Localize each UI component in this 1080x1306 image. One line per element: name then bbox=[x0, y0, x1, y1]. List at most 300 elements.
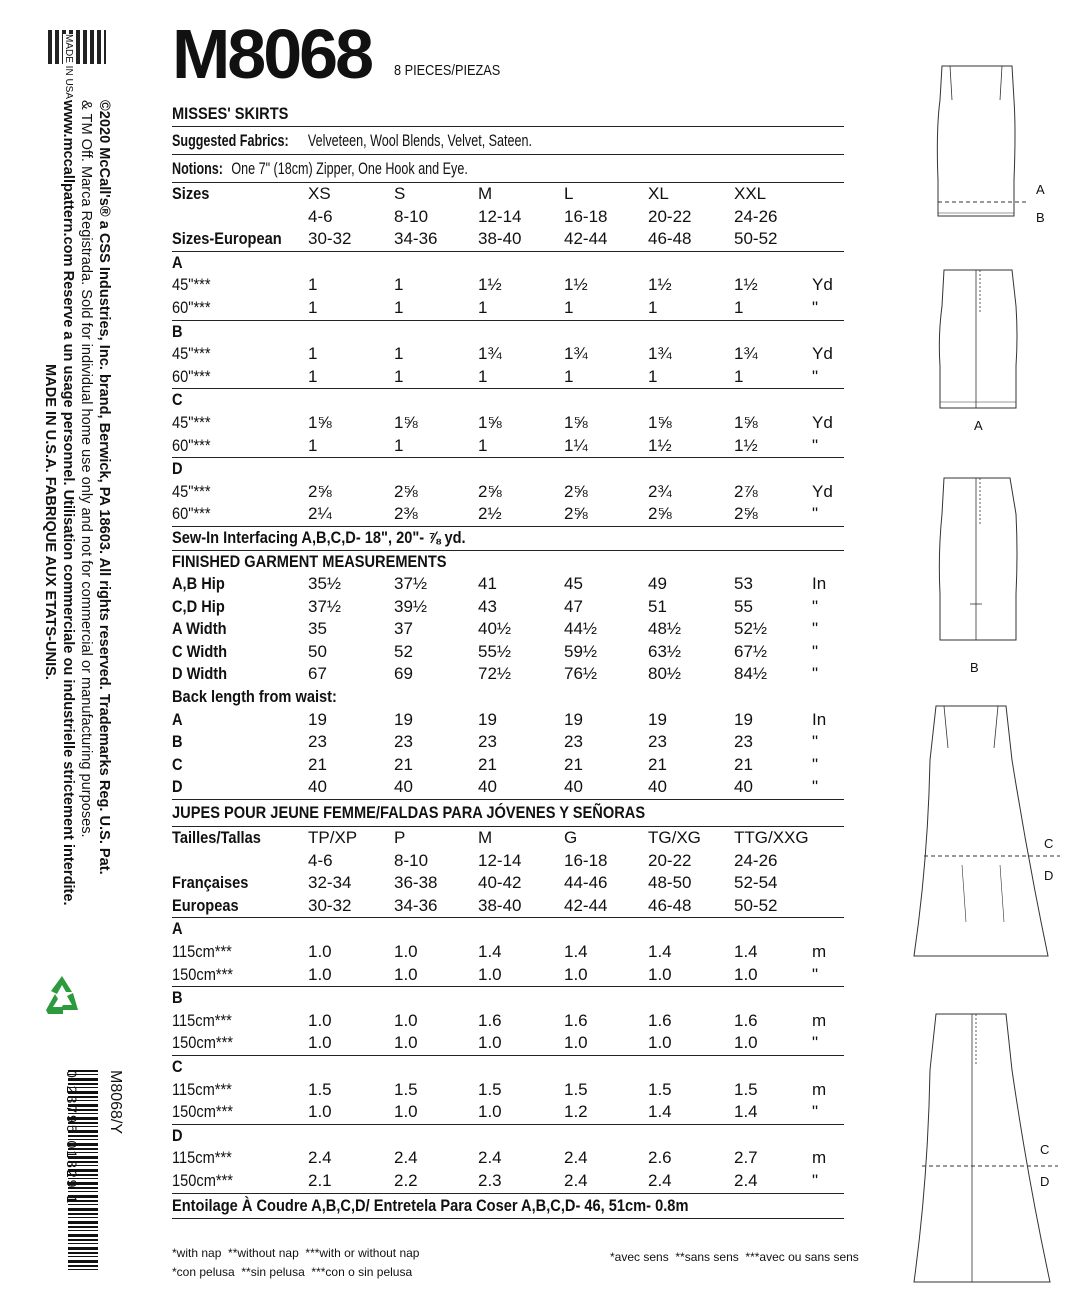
table-cell: 1.4 bbox=[648, 942, 672, 961]
table-cell: 44½ bbox=[564, 619, 598, 639]
table-cell: 52-54 bbox=[734, 873, 778, 893]
fabrics-row bbox=[172, 127, 844, 155]
inline-label: Notions: bbox=[172, 159, 223, 178]
table-cell: 1.6 bbox=[478, 1010, 502, 1030]
label-text: C bbox=[172, 754, 183, 774]
table-cell: 1.6 bbox=[648, 1010, 672, 1030]
row-label bbox=[172, 709, 184, 732]
row-label bbox=[172, 641, 236, 664]
table-cell: 80½ bbox=[648, 664, 682, 684]
recycle-icon bbox=[38, 972, 86, 1020]
label-text: C bbox=[172, 1056, 183, 1076]
size-nums-row bbox=[172, 206, 844, 229]
unit-cell: Yd bbox=[812, 344, 833, 364]
view-heading-row bbox=[172, 321, 844, 344]
view-label-d-bottom: D bbox=[1040, 1174, 1050, 1189]
row-label bbox=[172, 458, 184, 481]
table-cell: 1.2 bbox=[564, 1102, 588, 1122]
view-c-d-front-drawing bbox=[908, 700, 1068, 970]
table-cell: 1.5 bbox=[394, 1079, 418, 1099]
unit-cell: Yd bbox=[812, 275, 833, 295]
table-cell: 1⅝ bbox=[734, 412, 758, 432]
label-text: 60"*** bbox=[172, 504, 211, 524]
yardage-row bbox=[172, 366, 844, 390]
table-cell: 38-40 bbox=[478, 229, 522, 249]
table-cell: 1½ bbox=[734, 435, 758, 455]
table-cell: TG/XG bbox=[648, 828, 701, 848]
inline-value: One 7" (18cm) Zipper, One Hook and Eye. bbox=[231, 159, 468, 178]
table-cell: 1 bbox=[394, 275, 404, 295]
yardage-row bbox=[172, 343, 844, 366]
table-cell: 72½ bbox=[478, 664, 512, 684]
table-cell: 21 bbox=[478, 754, 497, 774]
table-cell: 37 bbox=[394, 619, 413, 639]
metric-row bbox=[172, 1010, 844, 1033]
table-cell: 1.4 bbox=[734, 942, 758, 961]
made-in-usa-label: MADE IN USA bbox=[63, 34, 74, 100]
title-fr-es-row bbox=[172, 800, 844, 827]
table-cell: 2¼ bbox=[308, 504, 332, 524]
table-cell: 1 bbox=[308, 297, 318, 317]
sizes-row bbox=[172, 183, 844, 206]
metric-row bbox=[172, 1170, 844, 1194]
unit-cell: " bbox=[812, 504, 819, 524]
row-label bbox=[172, 987, 184, 1010]
footnote-es: *con pelusa **sin pelusa ***con o sin pelusa bbox=[172, 1265, 413, 1279]
label-text: D Width bbox=[172, 664, 228, 684]
table-cell: 1 bbox=[564, 297, 574, 317]
table-cell: 30-32 bbox=[308, 895, 352, 915]
back-length-heading-row bbox=[172, 686, 844, 709]
table-cell: 8-10 bbox=[394, 206, 429, 226]
back-length-row bbox=[172, 754, 844, 777]
inline-wrap bbox=[172, 155, 506, 182]
table-cell: 53 bbox=[734, 574, 753, 594]
row-label bbox=[172, 827, 275, 850]
table-cell: 2⅝ bbox=[478, 481, 502, 501]
row-label bbox=[172, 754, 184, 777]
view-label-c-top: C bbox=[1044, 836, 1054, 851]
table-cell: 2.4 bbox=[394, 1148, 418, 1168]
label-text: Back length from waist: bbox=[172, 687, 337, 707]
unit-cell: " bbox=[812, 1033, 819, 1053]
table-cell: 21 bbox=[308, 754, 327, 774]
row-label bbox=[172, 183, 215, 206]
table-cell: 1.0 bbox=[308, 1102, 332, 1122]
unit-cell: " bbox=[812, 435, 819, 455]
tailles-nums-row bbox=[172, 850, 844, 873]
table-cell: M bbox=[478, 184, 493, 203]
table-cell: XS bbox=[308, 184, 331, 203]
table-cell: P bbox=[394, 828, 406, 848]
table-cell: 2⅞ bbox=[734, 481, 758, 501]
label-text: A bbox=[172, 709, 183, 729]
table-cell: 1.4 bbox=[478, 942, 502, 961]
unit-cell: " bbox=[812, 297, 819, 317]
table-cell: 1.0 bbox=[394, 964, 418, 984]
row-label bbox=[172, 527, 513, 550]
table-cell: 1 bbox=[734, 366, 744, 386]
table-cell: TP/XP bbox=[308, 828, 358, 848]
label-text: A,B Hip bbox=[172, 574, 225, 594]
finished-row bbox=[172, 596, 844, 619]
label-text: 45"*** bbox=[172, 275, 211, 295]
table-cell: 1.4 bbox=[648, 1102, 672, 1122]
sizing-table bbox=[172, 102, 844, 1219]
title-row bbox=[172, 102, 844, 127]
row-label bbox=[172, 366, 217, 389]
label-text: B bbox=[172, 988, 183, 1008]
pieces-count: 8 PIECES/PIEZAS bbox=[394, 62, 501, 79]
yardage-row bbox=[172, 274, 844, 297]
table-cell: 2⅝ bbox=[308, 481, 332, 501]
label-text: Entoilage À Coudre A,B,C,D/ Entretela Para Coser A,B,C,D- 46, 51cm- 0.8m bbox=[172, 1195, 689, 1215]
table-cell: 21 bbox=[648, 754, 667, 774]
row-label bbox=[172, 274, 217, 297]
metric-row bbox=[172, 1147, 844, 1170]
table-cell: 12-14 bbox=[478, 206, 522, 226]
table-cell: 45 bbox=[564, 574, 583, 594]
table-cell: 1 bbox=[308, 435, 318, 455]
table-cell: 40 bbox=[564, 777, 583, 797]
table-cell: 4-6 bbox=[308, 206, 333, 226]
unit-cell: " bbox=[812, 1170, 819, 1190]
row-label bbox=[172, 573, 233, 596]
table-cell: 50 bbox=[308, 641, 327, 661]
back-length-row bbox=[172, 709, 844, 732]
label-text: 45"*** bbox=[172, 412, 211, 432]
table-cell: 1.0 bbox=[394, 1102, 418, 1122]
francaises-row bbox=[172, 872, 844, 895]
label-text: D bbox=[172, 1125, 183, 1145]
view-label-a-top: A bbox=[1036, 182, 1045, 197]
label-text: 115cm*** bbox=[172, 942, 232, 961]
table-cell: 1.0 bbox=[564, 1033, 588, 1053]
label-text: 115cm*** bbox=[172, 1079, 232, 1099]
unit-cell: " bbox=[812, 777, 819, 797]
table-cell: 1 bbox=[394, 297, 404, 317]
table-cell: 2⅝ bbox=[394, 481, 418, 501]
table-cell: 1.0 bbox=[734, 1033, 758, 1053]
table-cell: 1½ bbox=[734, 275, 758, 295]
unit-cell: Yd bbox=[812, 412, 833, 432]
table-cell: 21 bbox=[734, 754, 753, 774]
label-text: 115cm*** bbox=[172, 1010, 232, 1030]
label-text: 115cm*** bbox=[172, 1148, 232, 1168]
table-cell: 30-32 bbox=[308, 229, 352, 249]
table-cell: 1 bbox=[564, 366, 574, 386]
row-label bbox=[172, 102, 307, 126]
table-cell: 59½ bbox=[564, 641, 598, 661]
table-cell: 21 bbox=[394, 754, 413, 774]
label-text: A Width bbox=[172, 619, 227, 639]
table-cell: 1.6 bbox=[734, 1010, 758, 1030]
row-label bbox=[172, 800, 722, 826]
table-cell: 40 bbox=[394, 777, 413, 797]
metric-row bbox=[172, 1032, 844, 1056]
table-cell: 50-52 bbox=[734, 895, 778, 915]
table-cell: 2.4 bbox=[648, 1170, 672, 1190]
table-cell: 42-44 bbox=[564, 229, 608, 249]
label-text: B bbox=[172, 732, 183, 752]
row-label bbox=[172, 1125, 184, 1148]
table-cell: 1⅝ bbox=[478, 412, 502, 432]
row-label bbox=[172, 343, 217, 366]
unit-cell: " bbox=[812, 754, 819, 774]
view-a-back-drawing bbox=[930, 266, 1030, 416]
label-text: A bbox=[172, 919, 183, 939]
view-label-b: B bbox=[970, 660, 979, 675]
row-label bbox=[172, 618, 235, 641]
row-label bbox=[172, 435, 217, 458]
unit-cell: In bbox=[812, 574, 827, 594]
table-cell: 2.1 bbox=[308, 1170, 332, 1190]
table-cell: 23 bbox=[478, 732, 497, 752]
finished-heading-row bbox=[172, 551, 844, 574]
table-cell: 1¾ bbox=[734, 344, 758, 364]
table-cell: 2⅝ bbox=[564, 504, 588, 524]
table-cell: 55½ bbox=[478, 641, 512, 661]
table-cell: 52½ bbox=[734, 619, 768, 639]
table-cell: 40 bbox=[478, 777, 497, 797]
view-label-d-top: D bbox=[1044, 868, 1054, 883]
inline-label: Suggested Fabrics: bbox=[172, 131, 289, 150]
label-text: C Width bbox=[172, 641, 228, 661]
table-cell: 1.0 bbox=[308, 1010, 332, 1030]
table-cell: 1.0 bbox=[478, 964, 502, 984]
finished-row bbox=[172, 663, 844, 686]
table-cell: 16-18 bbox=[564, 850, 608, 870]
row-label bbox=[172, 731, 184, 754]
table-cell: 1½ bbox=[648, 275, 672, 295]
table-cell: G bbox=[564, 828, 578, 848]
table-cell: 48½ bbox=[648, 619, 682, 639]
row-label bbox=[172, 1170, 243, 1193]
table-cell: 40½ bbox=[478, 619, 512, 639]
view-heading-row bbox=[172, 389, 844, 412]
view-label-b-top: B bbox=[1036, 210, 1045, 225]
label-text: Europeas bbox=[172, 895, 239, 915]
table-cell: 1.0 bbox=[648, 964, 672, 984]
table-cell: 1½ bbox=[648, 435, 672, 455]
inline-wrap bbox=[172, 127, 568, 154]
table-cell: 21 bbox=[564, 754, 583, 774]
unit-cell: " bbox=[812, 664, 819, 684]
table-cell: 34-36 bbox=[394, 895, 438, 915]
table-cell: 1.0 bbox=[734, 964, 758, 984]
label-text: 45"*** bbox=[172, 481, 211, 501]
table-cell: 1.0 bbox=[394, 942, 418, 961]
label-text: 60"*** bbox=[172, 297, 211, 317]
label-text: B bbox=[172, 321, 183, 341]
unit-cell: " bbox=[812, 732, 819, 752]
row-label bbox=[172, 964, 243, 987]
row-label bbox=[172, 1056, 184, 1079]
side-line-3: www.mccallpattern.com Reserve a un usage personnel. Utilisation commerciale ou industrielle strictement interdite. bbox=[60, 100, 76, 906]
table-cell: 1⅝ bbox=[308, 412, 332, 432]
table-cell: 52 bbox=[394, 641, 413, 661]
table-cell: 2½ bbox=[478, 504, 502, 524]
table-cell: 50-52 bbox=[734, 229, 778, 249]
row-label bbox=[172, 1101, 243, 1124]
table-cell: 1¾ bbox=[564, 344, 588, 364]
table-cell: 32-34 bbox=[308, 873, 352, 893]
row-label bbox=[172, 596, 233, 619]
table-cell: 20-22 bbox=[648, 206, 692, 226]
view-a-b-front-drawing bbox=[930, 60, 1040, 260]
footnote-fr: *avec sens **sans sens ***avec ou sans sens bbox=[610, 1250, 859, 1264]
view-label-c-bottom: C bbox=[1040, 1142, 1050, 1157]
barcode-code: M8068/Y bbox=[107, 1070, 124, 1135]
row-label bbox=[172, 776, 184, 799]
table-cell: 55 bbox=[734, 596, 753, 616]
interfacing-row bbox=[172, 527, 844, 551]
table-cell: 24-26 bbox=[734, 206, 778, 226]
row-label bbox=[172, 918, 184, 941]
table-cell: M bbox=[478, 828, 493, 848]
tailles-row bbox=[172, 827, 844, 850]
row-label bbox=[172, 127, 633, 154]
label-text: 150cm*** bbox=[172, 1170, 233, 1190]
table-cell: 2.4 bbox=[734, 1170, 758, 1190]
table-cell: 1 bbox=[308, 275, 318, 295]
row-label bbox=[172, 1032, 243, 1055]
table-cell: 1½ bbox=[478, 275, 502, 295]
metric-row bbox=[172, 1079, 844, 1102]
view-label-a: A bbox=[974, 418, 983, 433]
finished-row bbox=[172, 641, 844, 664]
table-cell: 1.0 bbox=[478, 1033, 502, 1053]
table-cell: 2.4 bbox=[564, 1148, 588, 1168]
unit-cell: m bbox=[812, 1148, 827, 1168]
table-cell: 35½ bbox=[308, 574, 342, 594]
row-label bbox=[172, 872, 261, 895]
table-cell: 40 bbox=[308, 777, 327, 797]
label-text: A bbox=[172, 252, 183, 272]
table-cell: 1.0 bbox=[564, 964, 588, 984]
row-label bbox=[172, 155, 561, 182]
table-cell: 1¼ bbox=[564, 435, 588, 455]
unit-cell: In bbox=[812, 709, 827, 729]
back-length-row bbox=[172, 776, 844, 800]
table-cell: 1 bbox=[394, 344, 404, 364]
view-heading-row bbox=[172, 252, 844, 275]
table-cell: 44-46 bbox=[564, 873, 608, 893]
unit-cell: " bbox=[812, 596, 819, 616]
table-cell: 46-48 bbox=[648, 895, 692, 915]
label-text: C bbox=[172, 390, 183, 410]
row-label bbox=[172, 481, 217, 504]
europeas-row bbox=[172, 895, 844, 919]
yardage-row bbox=[172, 412, 844, 435]
table-cell: 69 bbox=[394, 664, 413, 684]
table-cell: 1.0 bbox=[394, 1033, 418, 1053]
table-cell: 1 bbox=[394, 366, 404, 386]
table-cell: 19 bbox=[648, 709, 667, 729]
view-heading-row bbox=[172, 1056, 844, 1079]
table-cell: 1⅝ bbox=[394, 412, 418, 432]
table-cell: 1.0 bbox=[308, 942, 332, 961]
view-heading-row bbox=[172, 918, 844, 941]
label-text: MISSES' SKIRTS bbox=[172, 104, 289, 123]
table-cell: 51 bbox=[648, 596, 667, 616]
table-cell: 1.5 bbox=[308, 1079, 332, 1099]
metric-row bbox=[172, 964, 844, 988]
row-label bbox=[172, 1147, 242, 1170]
table-cell: 1 bbox=[308, 366, 318, 386]
sizes-eu-row bbox=[172, 228, 844, 252]
unit-cell: " bbox=[812, 619, 819, 639]
label-text: 60"*** bbox=[172, 366, 211, 386]
table-cell: 1.5 bbox=[478, 1079, 502, 1099]
table-cell: 1 bbox=[478, 435, 488, 455]
table-cell: 1 bbox=[394, 435, 404, 455]
table-cell: 1¾ bbox=[478, 344, 502, 364]
metric-row bbox=[172, 941, 844, 964]
table-cell: 2⅝ bbox=[734, 504, 758, 524]
table-cell: 2¾ bbox=[648, 481, 672, 501]
table-cell: 23 bbox=[564, 732, 583, 752]
row-label bbox=[172, 412, 217, 435]
unit-cell: " bbox=[812, 641, 819, 661]
table-cell: 12-14 bbox=[478, 850, 522, 870]
row-label bbox=[172, 551, 491, 574]
table-cell: 84½ bbox=[734, 664, 768, 684]
table-cell: 8-10 bbox=[394, 850, 429, 870]
yardage-row bbox=[172, 435, 844, 459]
row-label bbox=[172, 895, 249, 918]
table-cell: 2.2 bbox=[394, 1170, 418, 1190]
table-cell: S bbox=[394, 184, 406, 203]
row-label bbox=[172, 1010, 242, 1033]
label-text: 150cm*** bbox=[172, 964, 233, 984]
table-cell: 2.4 bbox=[478, 1148, 502, 1168]
table-cell: 16-18 bbox=[564, 206, 608, 226]
label-text: Tailles/Tallas bbox=[172, 828, 261, 848]
label-text: D bbox=[172, 459, 183, 479]
unit-cell: " bbox=[812, 366, 819, 386]
unit-cell: " bbox=[812, 1102, 819, 1122]
table-cell: 4-6 bbox=[308, 850, 333, 870]
unit-cell: m bbox=[812, 1010, 827, 1030]
table-cell: XL bbox=[648, 184, 669, 203]
table-cell: 42-44 bbox=[564, 895, 608, 915]
table-cell: 1.0 bbox=[478, 1102, 502, 1122]
table-cell: 1.5 bbox=[648, 1079, 672, 1099]
unit-cell: m bbox=[812, 1079, 827, 1099]
row-label bbox=[172, 297, 217, 320]
table-cell: 2⅝ bbox=[564, 481, 588, 501]
table-cell: 1.4 bbox=[564, 942, 588, 961]
table-cell: TTG/XXG bbox=[734, 828, 809, 848]
label-text: C,D Hip bbox=[172, 596, 225, 616]
table-cell: 43 bbox=[478, 596, 497, 616]
inline-value: Velveteen, Wool Blends, Velvet, Sateen. bbox=[307, 131, 532, 150]
table-cell: 76½ bbox=[564, 664, 598, 684]
side-line-1: ©2020 McCall's® a CSS Industries, Inc. brand, Berwick, PA 18603. All rights reserved. Trademarks Reg. U.S. Pat. bbox=[96, 100, 112, 875]
table-cell: 1.0 bbox=[648, 1033, 672, 1053]
table-cell: 23 bbox=[394, 732, 413, 752]
back-length-row bbox=[172, 731, 844, 754]
table-cell: 23 bbox=[308, 732, 327, 752]
table-cell: 36-38 bbox=[394, 873, 438, 893]
row-label bbox=[172, 663, 236, 686]
side-line-2: & TM Off. Marca Registrada. Sold for individual home use only and not for commercial or manufacturing purposes. bbox=[78, 100, 94, 838]
view-heading-row bbox=[172, 1125, 844, 1148]
table-cell: 1.0 bbox=[308, 1033, 332, 1053]
row-label bbox=[172, 686, 364, 709]
table-cell: 39½ bbox=[394, 596, 428, 616]
